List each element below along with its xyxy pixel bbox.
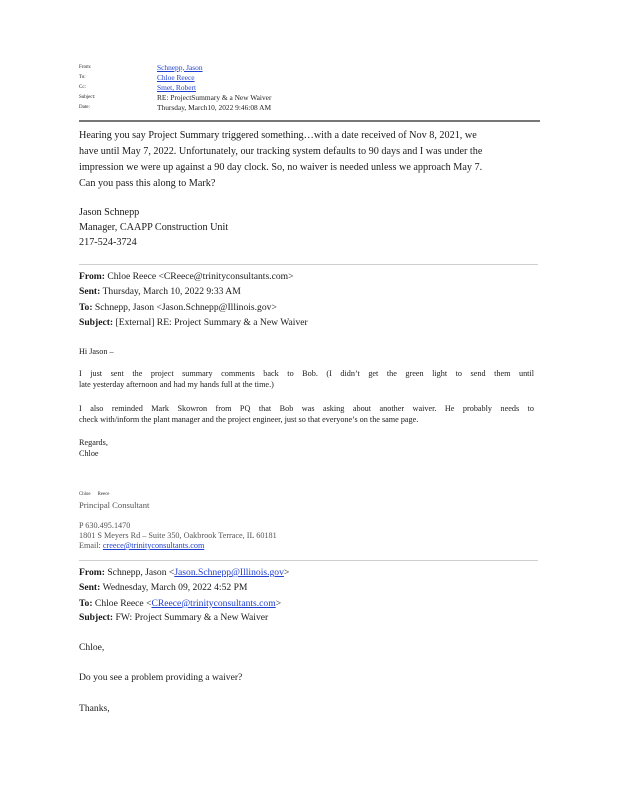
email3-body: Do you see a problem providing a waiver? [79, 672, 243, 683]
email3-to-email-link[interactable]: CReece@trinityconsultants.com [151, 598, 276, 609]
top-email-header [79, 62, 539, 113]
header-cc-link[interactable]: Smet, Robert [157, 82, 197, 92]
email3-to-label: To: [79, 598, 93, 609]
header-cc-row [79, 82, 539, 92]
email3-closing: Thanks, [79, 703, 110, 714]
header-subject-value: RE: ProjectSummary & a New Waiver [157, 93, 272, 103]
email3-to-name: Chloe Reece < [94, 598, 152, 609]
header-cc-label: Cc: [79, 84, 86, 90]
email3-from-label: From: [79, 567, 105, 578]
email2-signature-last: Reece [97, 492, 110, 497]
email2-from-label: From: [79, 271, 105, 282]
email3-subject-label: Subject: [79, 612, 114, 623]
email2-sent-value: Thursday, March 10, 2022 9:33 AM [102, 286, 241, 297]
header-date-row [79, 103, 539, 113]
header-date-value: Thursday, March10, 2022 9:46:08 AM [157, 103, 272, 113]
email2-subject-value: [External] RE: Project Summary & a New Waiver [115, 317, 308, 328]
email3-from-close: > [283, 567, 290, 578]
email2-signature-address: 1801 S Meyers Rd – Suite 350, Oakbrook Terrace, IL 60181 [79, 531, 277, 540]
reply-line-1: Hearing you say Project Summary triggered something…with a date received of Nov 8, 2021, we [79, 130, 477, 141]
reply-line-2: have until May 7, 2022. Unfortunately, our tracking system defaults to 90 days and I was under the [79, 146, 483, 157]
reply-signature-name: Jason Schnepp [79, 207, 140, 218]
header-to-row [79, 72, 539, 82]
email3-subject-row [79, 611, 268, 624]
header-subject-row [79, 93, 539, 103]
divider-email-3 [79, 560, 538, 561]
email2-closing: Regards, [79, 438, 108, 447]
email2-to-row [79, 301, 277, 314]
reply-signature-phone: 217-524-3724 [79, 237, 137, 248]
header-subject-label: Subject: [79, 95, 96, 101]
email2-signature-title: Principal Consultant [79, 500, 150, 510]
header-from-link[interactable]: Schnepp, Jason [157, 62, 203, 72]
email3-from-name: Schnepp, Jason < [107, 567, 175, 578]
email2-signature-email-row [79, 540, 204, 551]
email2-signature-email-link[interactable]: creece@trinityconsultants.com [102, 541, 205, 550]
email2-para1-line2: late yesterday afternoon and had my hands full at the time.) [79, 380, 274, 389]
reply-signature-title: Manager, CAAPP Construction Unit [79, 222, 229, 233]
email3-from-row [79, 566, 289, 579]
email2-from-row [79, 270, 294, 283]
reply-line-3: impression we were up against a 90 day clock. So, no waiver is needed unless we approach May 7. [79, 162, 483, 173]
email2-para2-line1: I also reminded Mark Skowron from PQ that Bob was asking about another waiver. He probably needs to [79, 404, 534, 413]
email2-to-value: Schnepp, Jason <Jason.Schnepp@Illinois.gov> [94, 302, 277, 313]
email2-signature-email-label: Email: [79, 541, 101, 550]
header-from-row [79, 62, 539, 72]
email2-greeting: Hi Jason – [79, 347, 114, 356]
email2-to-label: To: [79, 302, 93, 313]
email2-para2-line2: check with/inform the plant manager and the project engineer, just so that everyone’s on the same page. [79, 415, 419, 424]
header-date-label: Date: [79, 105, 90, 111]
email3-from-email-link[interactable]: Jason.Schnepp@Illinois.gov [174, 567, 284, 578]
email2-para1-line1: I just sent the project summary comments back to Bob. (I didn’t get the green light to send them until [79, 369, 534, 378]
email2-signature-phone: P 630.495.1470 [79, 521, 131, 530]
email3-to-row [79, 597, 281, 610]
email3-sent-value: Wednesday, March 09, 2022 4:52 PM [102, 582, 248, 593]
email3-subject-value: FW: Project Summary & a New Waiver [115, 612, 269, 623]
email2-sent-row [79, 285, 241, 298]
email2-subject-row [79, 316, 308, 329]
email3-greeting: Chloe, [79, 642, 105, 653]
header-from-label: From: [79, 64, 92, 70]
email2-closing-name: Chloe [79, 449, 99, 458]
email2-subject-label: Subject: [79, 317, 114, 328]
email2-signature-first: Chloe [79, 492, 91, 497]
reply-line-4: Can you pass this along to Mark? [79, 178, 216, 189]
email3-to-close: > [275, 598, 282, 609]
email2-from-value: Chloe Reece <CReece@trinityconsultants.com> [107, 271, 294, 282]
email2-sent-label: Sent: [79, 286, 101, 297]
email3-sent-row [79, 581, 247, 594]
header-to-label: To: [79, 74, 86, 80]
header-divider [79, 120, 540, 122]
email3-sent-label: Sent: [79, 582, 101, 593]
header-to-link[interactable]: Chloe Reece [157, 72, 195, 82]
divider-email-2 [79, 264, 538, 265]
email2-signature-fullname [79, 492, 109, 497]
